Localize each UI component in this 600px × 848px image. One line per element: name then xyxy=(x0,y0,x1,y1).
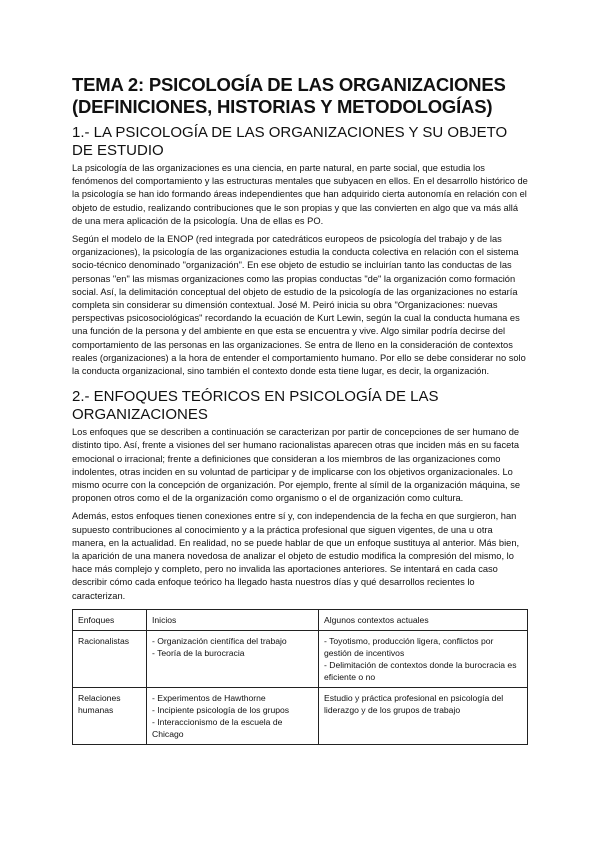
table-cell-line: - Incipiente psicología de los grupos xyxy=(152,704,290,715)
table-cell-contextos xyxy=(319,687,528,744)
table-header-enfoques: Enfoques xyxy=(73,609,147,630)
table-header-contextos: Algunos contextos actuales xyxy=(319,609,528,630)
table-cell-line: - Toyotismo, producción ligera, conflictos por gestión de incentivos xyxy=(324,635,494,658)
section-2-heading: 2.- ENFOQUES TEÓRICOS EN PSICOLOGÍA DE LAS ORGANIZACIONES xyxy=(72,388,439,424)
table-header-row xyxy=(73,609,528,630)
table-cell-inicios xyxy=(147,687,319,744)
section-1-paragraph-2: Según el modelo de la ENOP (red integrada por catedráticos europeos de psicología del trabajo y de las organizaciones), la psicología de las organizaciones estudia la conducta colectiva en relación con el sistema socio-técnico denominado "organización". En ese objeto de estudio se incluirían tanto las conductas de las personas "en" las mismas organizaciones como las propias conductas "de" la organización como formación social. Así, la delimitación conceptual del objeto de estudio de la psicología de las organizaciones no estaría completa sin considerar su dimensión contextual. José M. Peiró inicia su obra "Organizaciones: nuevas perspectivas psicosociológicas" recordando la ecuación de Kurt Lewin, según la cual la conducta humana es una función de la persona y del ambiente en que esta se encuentra y vive. Algo similar podría decirse del comportamiento de las personas en las organizaciones. Se entra de lleno en la consideración de contextos reales (organizaciones) a la hora de entender el comportamiento humano. Por ello se debe considerar no solo la conducta organizacional, sino también el contexto donde esta tiene lugar, es decir, la organización. xyxy=(72,234,526,377)
table-cell-line: - Experimentos de Hawthorne xyxy=(152,692,266,703)
table-cell-line: - Organización científica del trabajo xyxy=(152,635,287,646)
document-title: TEMA 2: PSICOLOGÍA DE LAS ORGANIZACIONES (DEFINICIONES, HISTORIAS Y METODOLOGÍAS) xyxy=(72,74,506,117)
section-1-heading: 1.- LA PSICOLOGÍA DE LAS ORGANIZACIONES Y SU OBJETO DE ESTUDIO xyxy=(72,124,508,159)
document-page xyxy=(72,64,528,745)
table-cell-line: - Interaccionismo de la escuela de Chicago xyxy=(152,716,283,739)
approaches-table xyxy=(72,609,528,745)
table-cell-line: - Delimitación de contextos donde la burocracia es eficiente o no xyxy=(324,659,517,682)
section-1-paragraph-1: La psicología de las organizaciones es una ciencia, en parte natural, en parte social, que estudia los fenómenos del comportamiento y las estructuras mentales que subyacen en ellos. En el desarrollo histórico de la psicología se han ido formando áreas independientes que han adquirido cierta autonomía en relación con el objeto de estudio, realizando contribuciones que le son propias y que las convierten en algo que va más allá de una mera aplicación de la psicología. Una de ellas es PO. xyxy=(72,163,528,226)
table-cell-contextos xyxy=(319,630,528,687)
table-header-inicios: Inicios xyxy=(147,609,319,630)
table-cell-line: - Teoría de la burocracia xyxy=(152,647,245,658)
section-2-paragraph-2: Además, estos enfoques tienen conexiones entre sí y, con independencia de la fecha en que surgieron, han supuesto contribuciones al conocimiento y a la práctica profesional que siguen vigentes, de una u otra manera, en la actualidad. En realidad, no se puede hablar de que un enfoque sustituya al anterior. Más bien, la aparición de una manera novedosa de analizar el objeto de estudio modifica la compresión del mismo, lo hace más complejo y completo, pero no invalida las aportaciones anteriores. Se intentará en cada caso describir cómo cada enfoque teórico ha llegado hasta nuestros días y qué desarrollos recientes lo caracterizan. xyxy=(72,511,520,601)
table-cell-enfoque: Relaciones humanas xyxy=(73,687,147,744)
table-cell-line: Estudio y práctica profesional en psicología del liderazgo y de los grupos de trabajo xyxy=(324,692,504,715)
table-cell-enfoque: Racionalistas xyxy=(73,630,147,687)
table-cell-inicios xyxy=(147,630,319,687)
section-2-paragraph-1: Los enfoques que se describen a continuación se caracterizan por partir de concepciones de ser humano de distinto tipo. Así, frente a visiones del ser humano racionalistas aparecen otras que inciden más en su faceta emocional o irracional; frente a definiciones que consideran a los miembros de las organizaciones como indolentes, otras inciden en su voluntad de participar y de implicarse con los objetivos organizacionales. Lo mismo ocurre con la concepción de organización. Por ejemplo, frente al símil de la organización máquina, se proponen otros como el de la organización como organismo o el de organización como cultura. xyxy=(72,427,521,504)
table-row xyxy=(73,630,528,687)
table-row xyxy=(73,687,528,744)
